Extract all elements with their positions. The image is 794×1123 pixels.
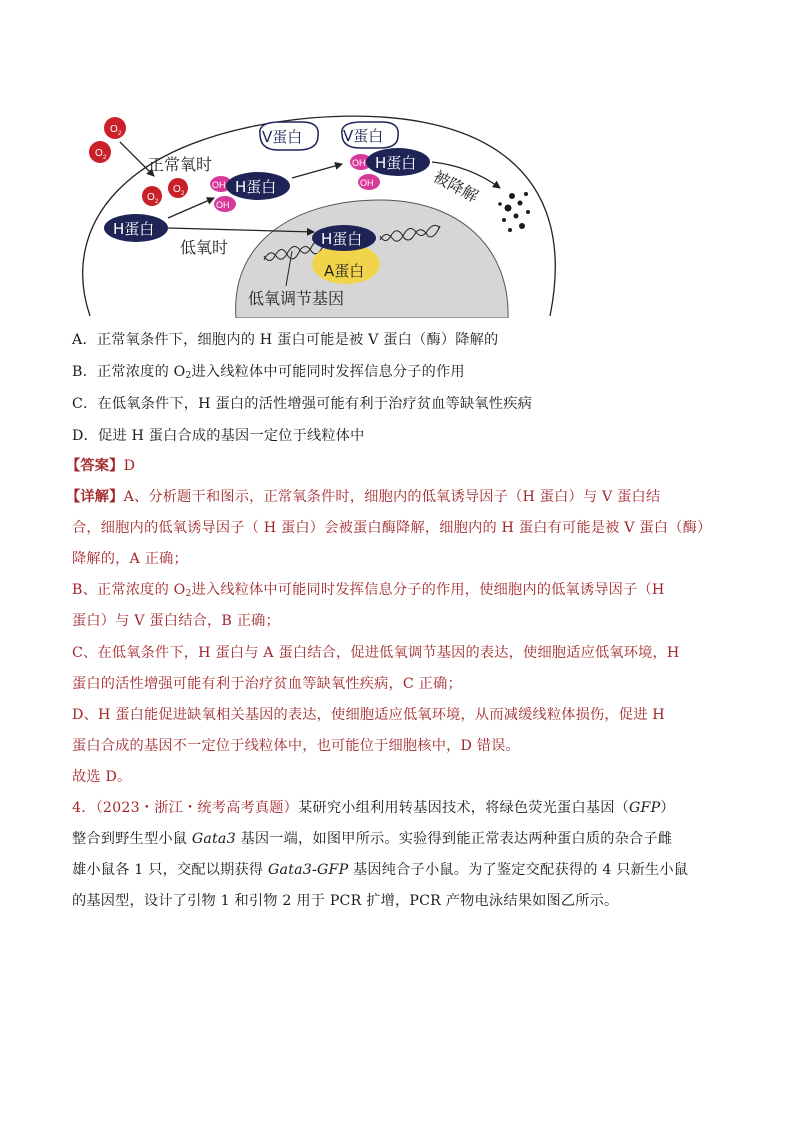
svg-text:H蛋白: H蛋白 [113, 220, 155, 238]
degraded-label: 被降解 [430, 166, 482, 207]
option-b: B．正常浓度的 $O_2$进入线粒体中可能同时发挥信息分子的作用 [72, 364, 465, 381]
explain-line-7: 蛋白的活性增强可能有利于治疗贫血等缺氧性疾病，C 正确； [72, 676, 462, 692]
svg-text:O: O [110, 124, 118, 135]
h-protein-source [104, 214, 168, 242]
svg-text:O: O [147, 192, 155, 203]
svg-text:2: 2 [103, 155, 107, 161]
option-c: C．在低氧条件下，H 蛋白的活性增强可能有利于治疗贫血等缺氧性疾病 [72, 396, 532, 412]
low-oxygen-label: 低氧时 [180, 238, 229, 257]
gene-label: 低氧调节基因 [248, 289, 345, 308]
explain-line-10: 故选 D。 [72, 769, 132, 785]
svg-text:H蛋白: H蛋白 [235, 178, 277, 196]
o2-molecule-1 [104, 117, 126, 139]
option-d: D．促进 H 蛋白合成的基因一定位于线粒体中 [72, 428, 365, 444]
explain-line-4: B、正常浓度的 $O_2$进入线粒体中可能同时发挥信息分子的作用，使细胞内的低氧诱导因子（H [72, 582, 665, 599]
svg-text:2: 2 [155, 199, 159, 205]
v-h-complex [342, 122, 430, 190]
svg-text:2: 2 [118, 131, 122, 137]
svg-text:H蛋白: H蛋白 [321, 230, 363, 248]
explain-line-5: 蛋白）与 V 蛋白结合，B 正确； [72, 613, 280, 629]
svg-text:OH: OH [216, 200, 230, 210]
q4-line-1: 4．（2023・浙江・统考高考真题）某研究小组利用转基因技术，将绿色荧光蛋白基因（GFP） [72, 800, 675, 816]
explain-line-2: 合，细胞内的低氧诱导因子（ H 蛋白）会被蛋白酶降解，细胞内的 H 蛋白有可能是被 V 蛋白（酶） [72, 520, 712, 536]
q4-line-3: 雄小鼠各 1 只，交配以期获得 Gata3-GFP 基因纯合子小鼠。为了鉴定交配获得的 4 只新生小鼠 [72, 862, 689, 878]
arrow-normal [168, 198, 214, 218]
option-a: A．正常氧条件下，细胞内的 H 蛋白可能是被 V 蛋白（酶）降解的 [72, 332, 499, 348]
degraded-fragments [498, 192, 530, 232]
explain-line-3: 降解的，A 正确； [72, 551, 188, 567]
h-protein-nucleus [312, 225, 376, 251]
explain-line-9: 蛋白合成的基因不一定位于线粒体中，也可能位于细胞核中，D 错误。 [72, 738, 520, 754]
svg-text:OH: OH [360, 178, 374, 188]
svg-text:O: O [173, 184, 181, 195]
o2-molecule-3 [142, 186, 162, 206]
arrow-binding [292, 164, 342, 178]
svg-text:V蛋白: V蛋白 [262, 128, 303, 146]
svg-text:O: O [95, 148, 103, 159]
svg-text:2: 2 [181, 191, 185, 197]
cell-diagram [80, 108, 580, 318]
answer: 【答案】D [66, 458, 136, 474]
o2-molecule-4 [168, 178, 188, 198]
explain-line-8: D、H 蛋白能促进缺氧相关基因的表达，使细胞适应低氧环境，从而减缓线粒体损伤，促进 H [72, 707, 665, 723]
svg-text:V蛋白: V蛋白 [343, 127, 384, 145]
normal-oxygen-label: 正常氧时 [148, 155, 213, 174]
svg-text:H蛋白: H蛋白 [375, 154, 417, 172]
v-protein [260, 122, 318, 150]
svg-text:OH: OH [212, 180, 226, 190]
explain-line-1: 【详解】A、分析题干和图示，正常氧条件时，细胞内的低氧诱导因子（H 蛋白）与 V 蛋白结 [66, 489, 661, 505]
q4-line-4: 的基因型，设计了引物 1 和引物 2 用于 PCR 扩增，PCR 产物电泳结果如图乙所示。 [72, 893, 619, 909]
svg-text:A蛋白: A蛋白 [324, 262, 365, 280]
svg-text:OH: OH [352, 158, 366, 168]
explain-line-6: C、在低氧条件下，H 蛋白与 A 蛋白结合，促进低氧调节基因的表达，使细胞适应低氧环境，H [72, 645, 680, 661]
q4-line-2: 整合到野生型小鼠 Gata3 基因一端，如图甲所示。实验得到能正常表达两种蛋白质的杂合子雌 [72, 831, 673, 847]
o2-molecule-2 [89, 141, 111, 163]
h-protein-hydroxylated [210, 172, 290, 212]
